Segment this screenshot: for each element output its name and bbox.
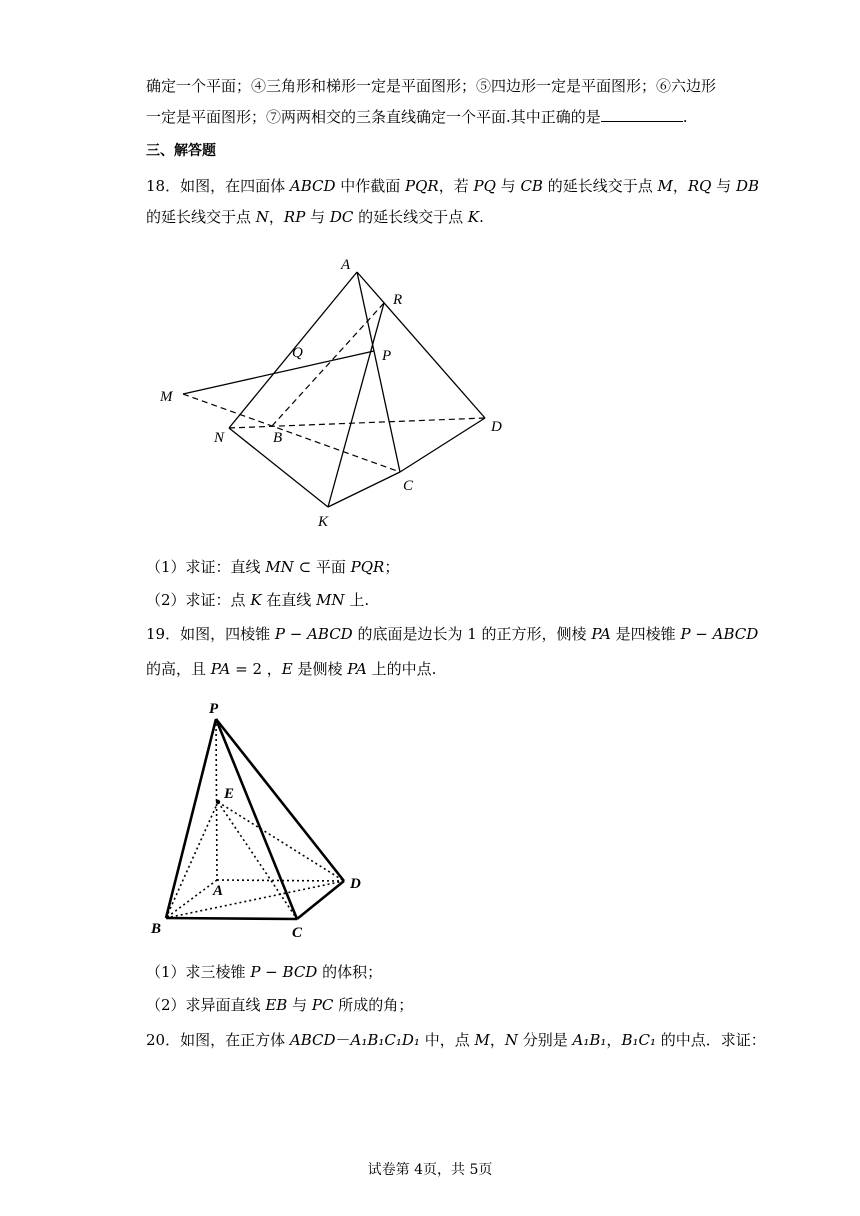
math-symbol: CB <box>520 177 543 195</box>
text-run: ； <box>384 558 400 576</box>
label-Q: Q <box>292 345 303 361</box>
math-symbol: A₁B₁ <box>572 1031 607 1049</box>
text-run: （2）求异面直线 <box>146 996 266 1014</box>
math-symbol: ABCD <box>289 1031 336 1049</box>
math-symbol: ABCD <box>712 625 759 643</box>
text-run: 分别是 <box>517 1031 573 1049</box>
math-symbol: RP <box>283 208 306 226</box>
math-symbol: P <box>274 625 285 643</box>
text-run: 19．如图，四棱锥 <box>146 625 275 643</box>
math-symbol: PQR <box>350 558 385 576</box>
text-run: 是侧棱 <box>292 660 348 678</box>
label-R: R <box>393 292 403 308</box>
math-symbol: K <box>250 591 262 609</box>
text-run: 的底面是边长为 1 的正方形，侧棱 <box>352 625 592 643</box>
text-run: （1）求三棱锥 <box>146 963 251 981</box>
math-symbol: P <box>250 963 261 981</box>
text-run: ⊂ 平面 <box>293 558 351 576</box>
text-run: 所成的角； <box>333 996 414 1014</box>
math-symbol: DB <box>736 177 760 195</box>
text-run: ， <box>268 208 284 226</box>
q19-part-2 <box>146 995 413 1015</box>
text-run: 与 <box>287 996 312 1014</box>
math-symbol: N <box>504 1031 518 1049</box>
q17-line-2-end: . <box>682 108 688 126</box>
math-symbol: PA <box>591 625 611 643</box>
edge-PB <box>166 719 216 918</box>
text-run: 的高，且 <box>146 660 211 678</box>
math-symbol: P <box>680 625 691 643</box>
label-B: B <box>273 430 283 446</box>
text-run: 与 <box>495 177 521 195</box>
label-D: D <box>491 419 502 435</box>
math-symbol: N <box>255 208 269 226</box>
math-symbol: ABCD <box>289 177 336 195</box>
label-D: D <box>350 876 361 892</box>
text-run: 中，点 <box>419 1031 475 1049</box>
math-symbol: B₁C₁ <box>621 1031 656 1049</box>
math-symbol: ABCD <box>307 625 353 643</box>
label-C: C <box>403 478 414 494</box>
text-run: − <box>260 963 283 981</box>
text-run: 20．如图，在正方体 <box>146 1031 290 1049</box>
label-M: M <box>160 389 173 405</box>
diag-BD-dotted <box>166 881 344 918</box>
text-run: ，若 <box>438 177 474 195</box>
q19-part-1 <box>146 962 382 982</box>
label-A: A <box>213 883 224 899</box>
math-symbol: DC <box>329 208 354 226</box>
math-symbol: PQR <box>405 177 439 195</box>
math-symbol: PA <box>210 660 231 678</box>
text-run: 上. <box>344 591 370 609</box>
text-run: 与 <box>305 208 330 226</box>
text-run: 的延长线交于点 <box>353 208 468 226</box>
text-run: （2）求证：点 <box>146 591 251 609</box>
point-E <box>216 800 220 804</box>
label-C: C <box>292 925 303 941</box>
math-symbol: EB <box>265 996 288 1014</box>
q17-line-1: 确定一个平面；④三角形和梯形一定是平面图形；⑤四边形一定是平面图形；⑥六边形 <box>146 77 717 95</box>
text-run: 的体积； <box>317 963 383 981</box>
label-B: B <box>151 921 162 937</box>
edge-BC <box>166 918 297 919</box>
edge-PA-dotted <box>216 719 217 880</box>
line-ED-dotted <box>218 802 344 881</box>
text-run: − <box>690 625 713 643</box>
math-symbol: A₁B₁C₁D₁ <box>350 1031 420 1049</box>
text-run: 的延长线交于点 <box>542 177 658 195</box>
text-run: （1）求证：直线 <box>146 558 266 576</box>
text-run: 18．如图，在四面体 <box>146 177 290 195</box>
section-heading: 三、解答题 <box>146 143 216 159</box>
edge-CD <box>297 881 344 919</box>
text-run: 在直线 <box>261 591 317 609</box>
edge-PD <box>216 719 344 881</box>
text-run: － <box>335 1031 351 1049</box>
q17-line-2-text: 一定是平面图形；⑦两两相交的三条直线确定一个平面.其中正确的是 <box>146 108 601 126</box>
label-A: A <box>341 257 351 273</box>
math-symbol: M <box>657 177 673 195</box>
label-K: K <box>318 514 329 530</box>
text-run: 与 <box>711 177 737 195</box>
text-run: . <box>479 208 484 226</box>
text-run: 的中点．求证： <box>655 1031 766 1049</box>
label-E: E <box>224 786 235 802</box>
math-symbol: E <box>281 660 293 678</box>
q20-stem-line-1 <box>146 1030 766 1050</box>
math-symbol: PQ <box>473 177 496 195</box>
text-run: 中作截面 <box>335 177 406 195</box>
text-run: ， <box>672 177 688 195</box>
edge-PC <box>216 719 297 919</box>
text-run: = 2 ， <box>230 660 282 678</box>
math-symbol: BCD <box>282 963 318 981</box>
label-P: P <box>382 348 392 364</box>
text-run: ， <box>489 1031 505 1049</box>
math-symbol: PC <box>311 996 334 1014</box>
text-run: − <box>284 625 308 643</box>
math-symbol: RQ <box>687 177 712 195</box>
text-run: 上的中点. <box>366 660 437 678</box>
text-run: 是四棱锥 <box>610 625 681 643</box>
math-symbol: K <box>467 208 480 226</box>
math-symbol: PA <box>347 660 367 678</box>
math-symbol: MN <box>316 591 345 609</box>
text-run: 的延长线交于点 <box>146 208 256 226</box>
page-footer: 试卷第 4页，共 5页 <box>367 1162 493 1178</box>
text-run: ， <box>606 1031 622 1049</box>
math-symbol: M <box>474 1031 490 1049</box>
label-P: P <box>209 701 219 717</box>
math-symbol: MN <box>265 558 294 576</box>
label-N: N <box>214 430 225 446</box>
